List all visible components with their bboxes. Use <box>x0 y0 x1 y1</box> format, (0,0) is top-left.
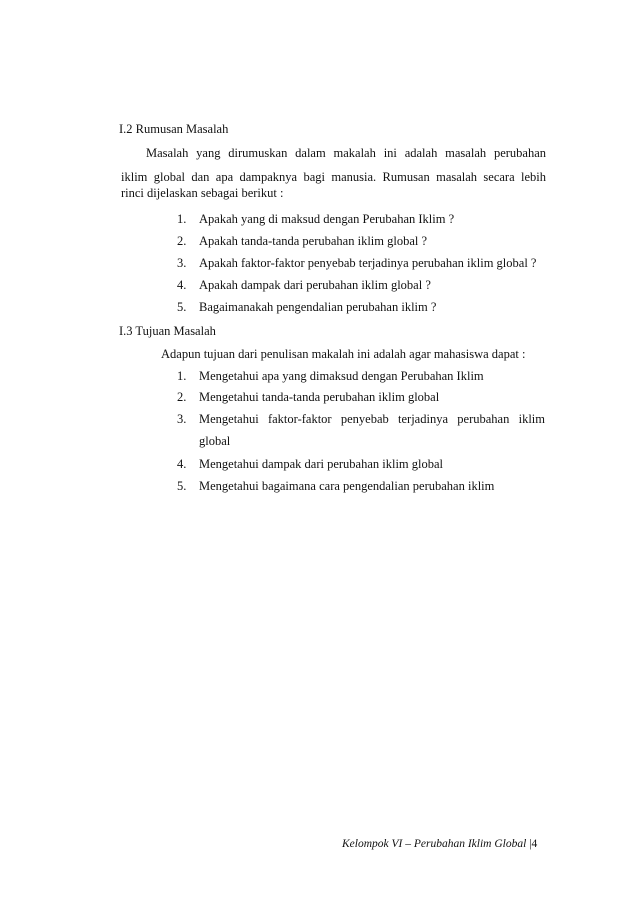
list-text-continuation: global <box>199 434 231 448</box>
list-text: Apakah dampak dari perubahan iklim global ? <box>199 278 431 292</box>
paragraph-line: iklim global dan apa dampaknya bagi manusia. Rumusan masalah secara lebih <box>121 170 546 184</box>
list-number: 5. <box>177 479 187 493</box>
list-number: 3. <box>177 256 187 270</box>
list-number: 4. <box>177 457 187 471</box>
paragraph-line: rinci dijelaskan sebagai berikut : <box>121 186 284 200</box>
list-number: 5. <box>177 300 187 314</box>
page-footer <box>342 838 537 850</box>
section-heading-tujuan: I.3 Tujuan Masalah <box>119 324 216 338</box>
paragraph-line: Adapun tujuan dari penulisan makalah ini adalah agar mahasiswa dapat : <box>161 347 526 361</box>
list-number: 2. <box>177 234 187 248</box>
page-number: 4 <box>531 838 538 850</box>
list-text: Apakah yang di maksud dengan Perubahan Iklim ? <box>199 212 455 226</box>
list-number: 2. <box>177 390 187 404</box>
list-text: Mengetahui dampak dari perubahan iklim global <box>199 457 444 471</box>
list-number: 1. <box>177 212 187 226</box>
list-text: Mengetahui bagaimana cara pengendalian perubahan iklim <box>199 479 495 493</box>
list-text: Mengetahui faktor-faktor penyebab terjadinya perubahan iklim <box>199 412 545 426</box>
footer-separator: | <box>529 838 532 850</box>
list-number: 3. <box>177 412 187 426</box>
paragraph-line: Masalah yang dirumuskan dalam makalah ini adalah masalah perubahan <box>146 146 546 160</box>
list-text: Apakah faktor-faktor penyebab terjadinya perubahan iklim global ? <box>199 256 537 270</box>
list-text: Mengetahui apa yang dimaksud dengan Perubahan Iklim <box>199 369 484 383</box>
list-number: 4. <box>177 278 187 292</box>
footer-text: Kelompok VI – Perubahan Iklim Global <box>342 838 527 850</box>
list-number: 1. <box>177 369 187 383</box>
list-text: Bagaimanakah pengendalian perubahan iklim ? <box>199 300 437 314</box>
list-text: Mengetahui tanda-tanda perubahan iklim global <box>199 390 440 404</box>
section-heading-rumusan: I.2 Rumusan Masalah <box>119 122 229 136</box>
list-text: Apakah tanda-tanda perubahan iklim global ? <box>199 234 428 248</box>
